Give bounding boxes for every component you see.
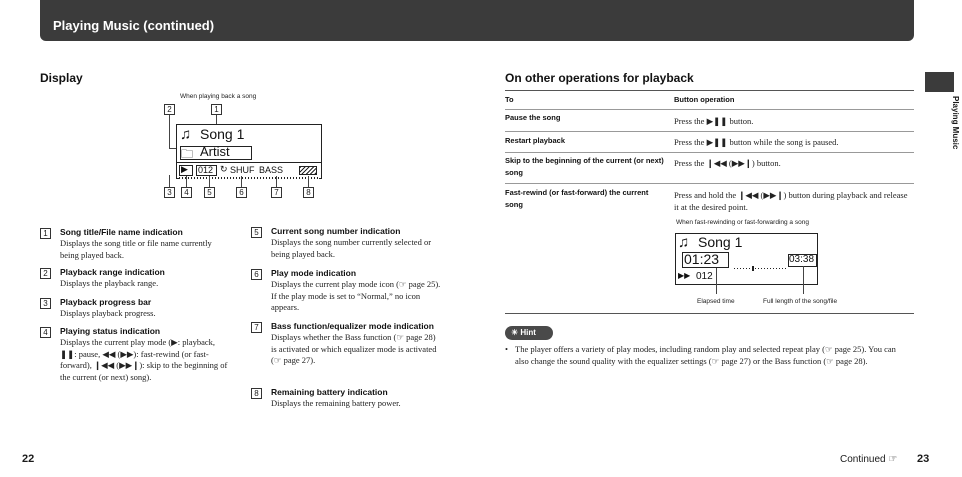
item-number: 2 [40,268,51,279]
callout-6: 6 [236,187,247,198]
page-number-right: 23 [917,453,930,465]
lcd-song-title: Song 1 [200,126,245,142]
table-bottom-rule [505,313,914,314]
play-icon: ▶ [181,164,188,174]
item-title: Playing status indication [60,326,161,336]
battery-icon [299,166,317,175]
bullet-icon: • [505,344,508,354]
operations-heading: On other operations for playback [505,71,694,85]
ff-track-number: 012 [696,271,713,282]
item-number: 8 [251,388,262,399]
callout-8: 8 [303,187,314,198]
item-desc: Displays the remaining battery power. [271,398,401,408]
full-length-label: Full length of the song/file [763,298,838,305]
display-item-7 [251,321,441,367]
fast-forward-icon: ▶▶ [678,271,691,280]
item-desc: Displays the current play mode (▶: playback, ❚❚: pause, ◀◀ (▶▶): fast-rewind (or fast-forward), ❙◀◀ (▶▶❙): skip to the beginning of the current (or next) song). [60,337,228,382]
item-desc: Displays the playback range. [60,278,159,288]
table-row-rule [505,183,914,184]
table-row-rule [505,131,914,132]
callout-3: 3 [164,187,175,198]
folder-icon: 🗀 [181,147,194,161]
callout-4: 4 [181,187,192,198]
lcd-artist: Artist [200,144,230,159]
ff-lcd-display [675,233,818,285]
item-desc: Displays playback progress. [60,308,156,318]
lcd-display [176,124,322,179]
callout-2: 2 [164,104,175,115]
ff-caption: When fast-rewinding or fast-forwarding a song [676,219,809,226]
display-item-8 [251,387,441,410]
table-cell-op: Press the ▶❚❚ button while the song is paused. [674,137,839,147]
display-item-1 [40,227,230,261]
item-title: Play mode indication [271,268,357,278]
table-cell-to: Fast-rewind (or fast-forward) the current song [505,188,649,209]
repeat-icon: ↻ [220,164,228,174]
item-number: 7 [251,322,262,333]
note-icon: ♫ [180,126,192,143]
leader-2 [169,115,170,148]
table-cell-to: Skip to the beginning of the current (or next) song [505,156,664,177]
page-number-left: 22 [22,453,35,465]
item-title: Playback progress bar [60,297,152,307]
item-desc: Displays the song title or file name currently being played back. [60,238,212,260]
display-caption: When playing back a song [180,93,257,100]
item-desc: Displays the song number currently selected or being played back. [271,237,432,259]
display-heading: Display [40,71,83,85]
table-header-to: To [505,95,514,104]
elapsed-label: Elapsed time [697,298,735,305]
item-title: Current song number indication [271,226,401,236]
side-tab-label: Playing Music [951,96,960,150]
hint-badge [505,326,553,340]
item-desc: Displays whether the Bass function (☞ page 28) is activated or which equalizer mode is activated (☞ page 27). [271,332,437,365]
lcd-play-mode: SHUF [230,165,255,175]
ff-lcd-song-title: Song 1 [698,234,743,250]
header-bar [40,0,914,41]
item-title: Song title/File name indication [60,227,183,237]
item-title: Bass function/equalizer mode indication [271,321,434,331]
note-icon: ♫ [678,234,690,251]
table-cell-op: Press and hold the ❙◀◀ (▶▶❙) button during playback and release it at the desired point. [674,190,908,212]
side-tab-marker [925,72,954,92]
display-item-4 [40,326,230,383]
continued-label: Continued ☞ [840,454,898,465]
lcd-progress-bar [179,177,319,179]
hint-text-wrap [505,344,910,367]
display-item-2 [40,267,230,290]
display-item-6 [251,268,441,314]
item-title: Playback range indication [60,267,165,277]
table-top-rule [505,90,914,91]
ff-elapsed-time: 01:23 [684,251,720,267]
table-row-rule [505,109,914,110]
table-row-rule [505,152,914,153]
item-number: 5 [251,227,262,238]
hint-badge-label: Hint [520,328,536,337]
display-item-5 [251,226,441,260]
table-cell-to: Pause the song [505,113,561,122]
table-cell-to: Restart playback [505,136,566,145]
leader-elapsed [716,268,717,294]
ff-total-time: 03:38 [789,254,815,265]
hint-text: The player offers a variety of play modes, including random play and selected repeat play (☞ page 25). You can also change the sound quality with the equalizer settings (☞ page 27) or the Bass function (☞ page 28). [515,344,896,366]
lcd-track-number: 012 [198,165,214,175]
item-number: 6 [251,269,262,280]
item-number: 3 [40,298,51,309]
item-title: Remaining battery indication [271,387,388,397]
lcd-bass: BASS [259,165,284,175]
callout-7: 7 [271,187,282,198]
lightbulb-icon: ☀ [511,328,519,337]
page-header-title: Playing Music (continued) [53,18,215,33]
callout-5: 5 [204,187,215,198]
item-number: 1 [40,228,51,239]
side-tab-label-wrap [922,96,962,176]
item-number: 4 [40,327,51,338]
item-desc: Displays the current play mode icon (☞ page 25). If the play mode is set to “Normal,” no icon appears. [271,279,441,312]
callout-1: 1 [211,104,222,115]
table-cell-op: Press the ❙◀◀ (▶▶❙) button. [674,158,781,168]
display-item-3 [40,297,230,320]
ff-progress-marker [752,266,754,271]
lcd-divider [177,162,321,163]
leader-full-length [803,266,804,294]
ff-progress-bar [734,268,788,269]
table-cell-op: Press the ▶❚❚ button. [674,116,754,126]
table-header-op: Button operation [674,95,735,104]
